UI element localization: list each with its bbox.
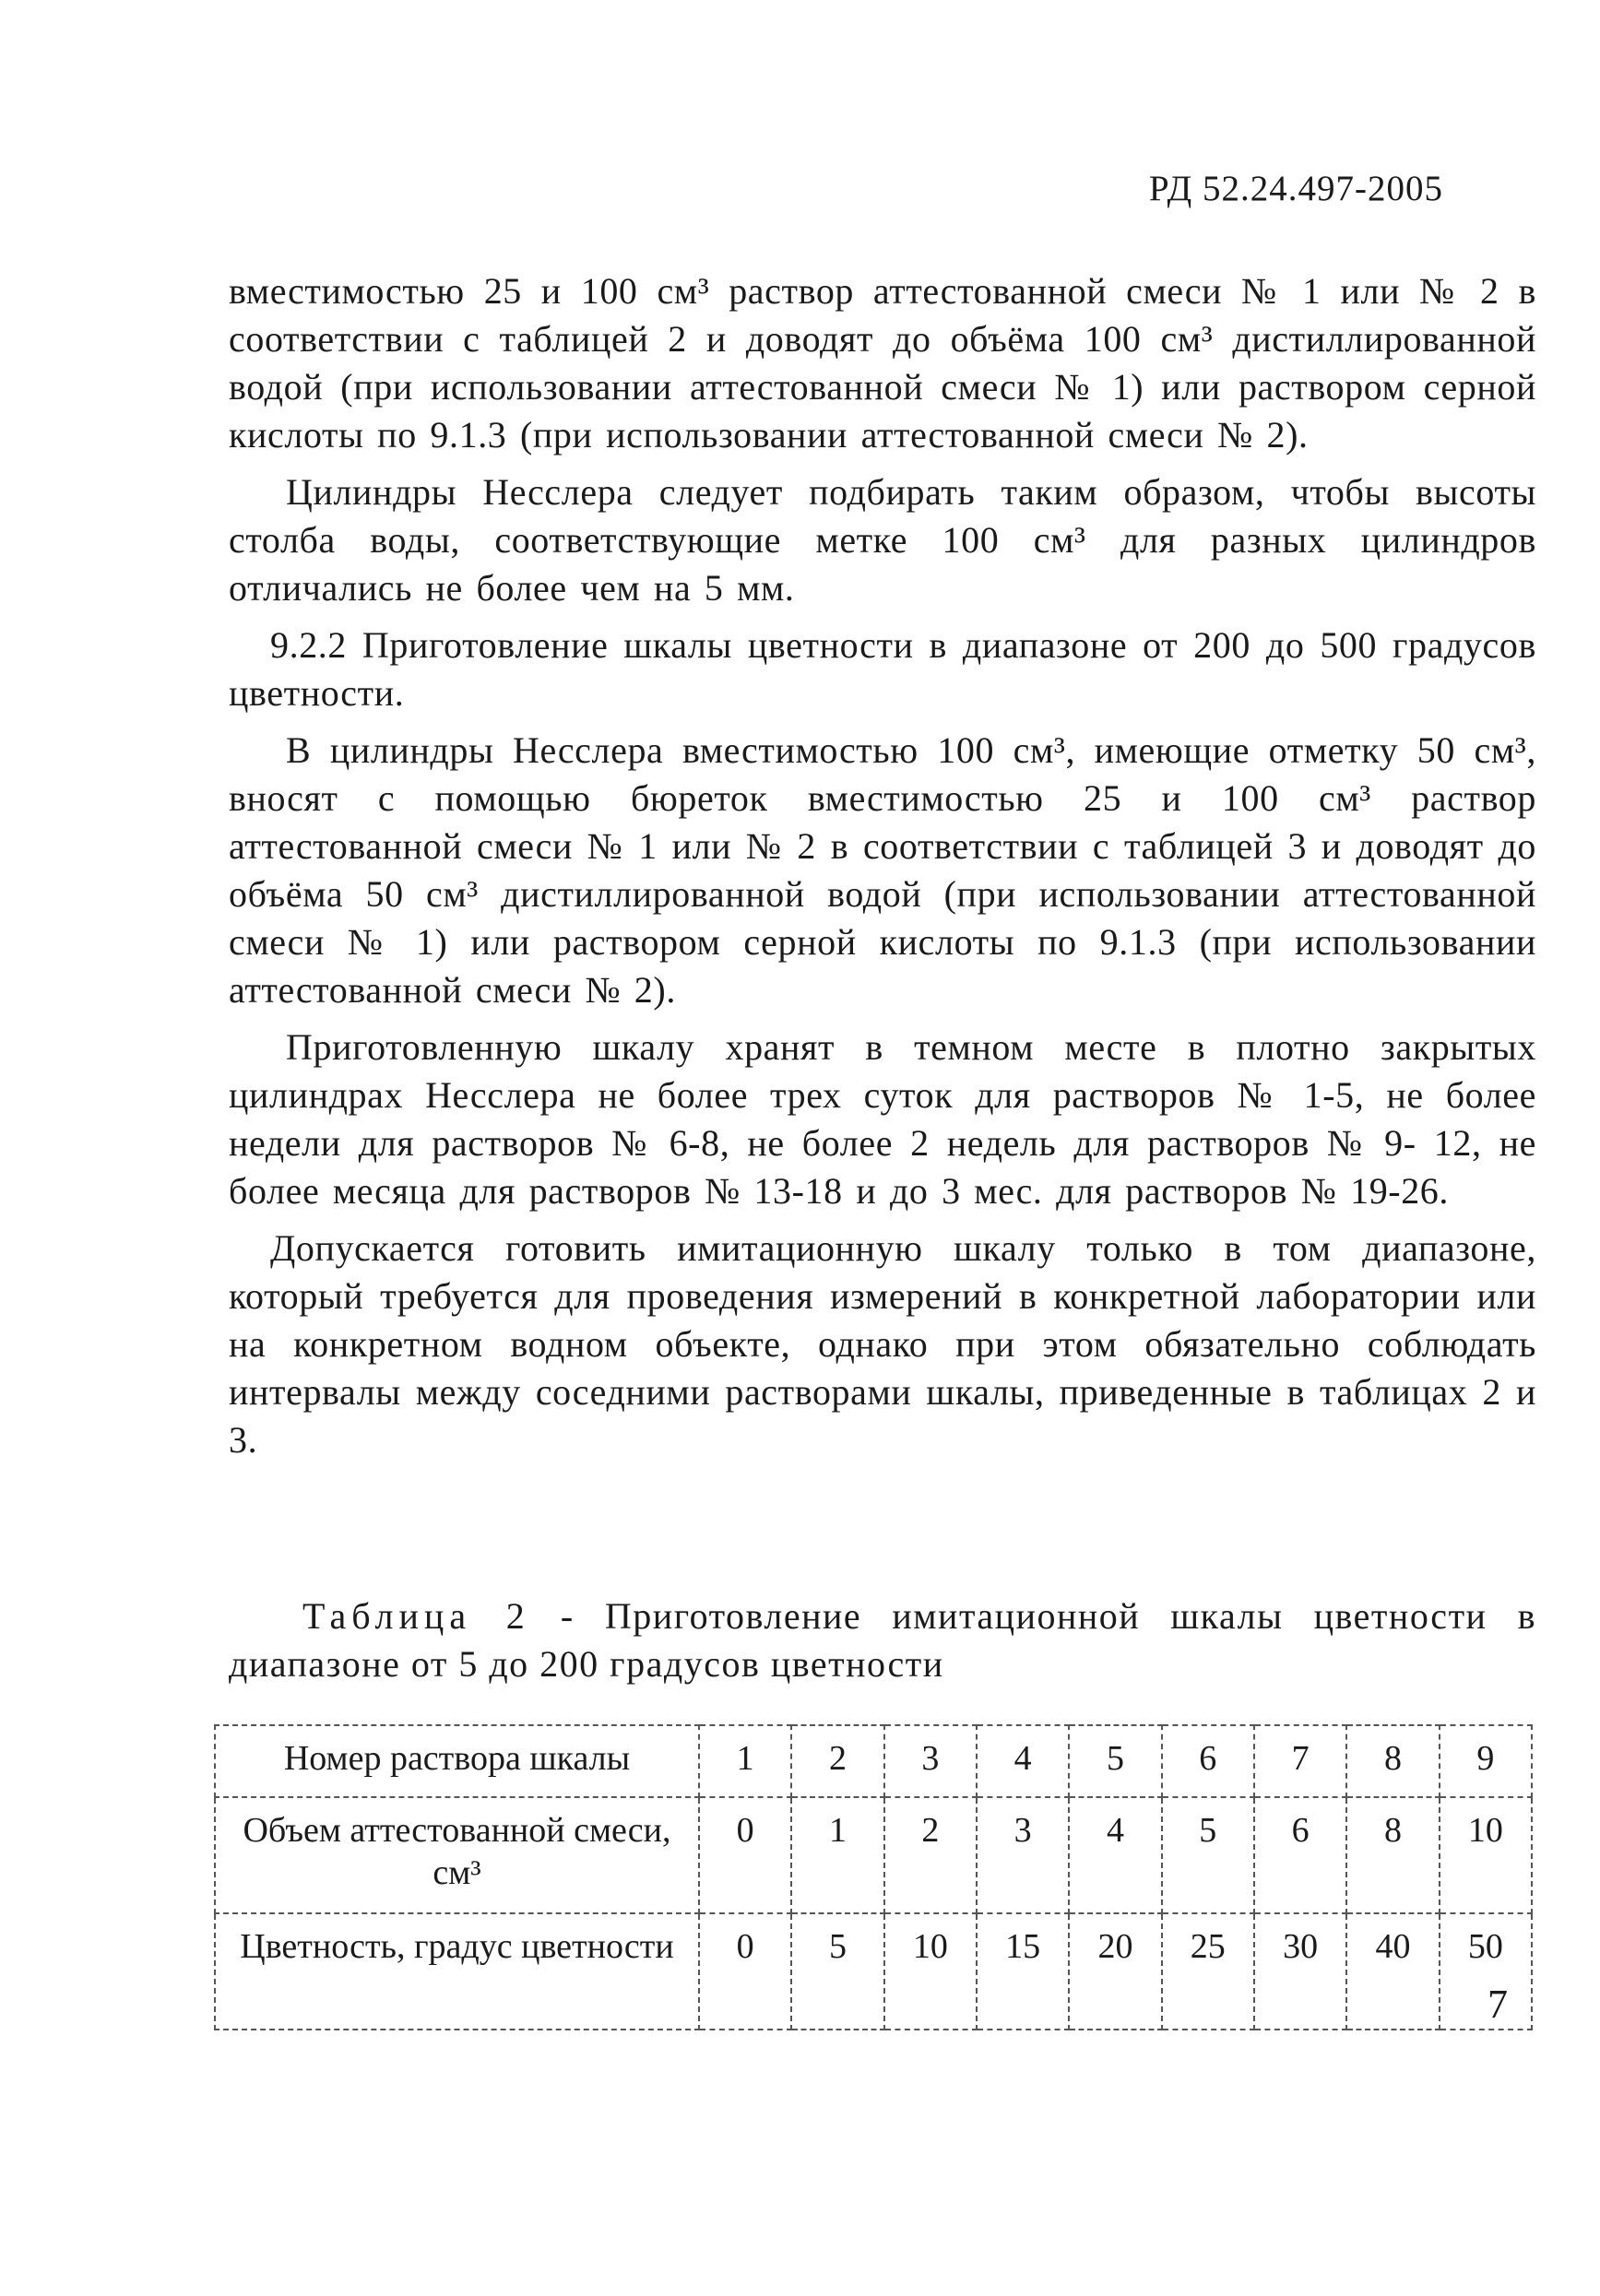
table-cell: 10	[1440, 1797, 1532, 1913]
page-number: 7	[1487, 1982, 1508, 2027]
paragraph: Цилиндры Несслера следует подбирать таким образом, чтобы высоты столба воды, соответствующие метке 100 см³ для разных цилиндров отличались не более чем на 5 мм.	[229, 471, 1536, 609]
row-header: Цветность, градус цветности	[215, 1913, 699, 2030]
table-cell: 2	[791, 1725, 883, 1797]
paragraph: Приготовленную шкалу хранят в темном месте в плотно закрытых цилиндрах Несслера не более трех суток для растворов № 1-5, не более недели для растворов № 6-8, не более 2 недель для растворов № 9- 12, не более месяца для растворов № 13-18 и до 3 мес. для растворов № 19-26.	[229, 1026, 1536, 1212]
table-cell: 10	[884, 1913, 977, 2030]
table-cell: 30	[1254, 1913, 1346, 2030]
paragraph: Допускается готовить имитационную шкалу только в том диапазоне, который требуется для проведения измерений в конкретной лаборатории или на конкретном водном объекте, однако при этом обязательно соблюдать интервалы между соседними растворами шкалы, приведенные в таблицах 2 и 3.	[229, 1227, 1536, 1461]
table-cell: 7	[1254, 1725, 1346, 1797]
table-caption-text: - Приготовление имитационной шкалы цветности в диапазоне от 5 до 200 градусов цветности	[229, 1595, 1537, 1685]
paragraph: вместимостью 25 и 100 см³ раствор аттестованной смеси № 1 или № 2 в соответствии с таблицей 2 и доводят до объёма 100 см³ дистиллированной водой (при использовании аттестованной смеси № 1) или раствором серной кислоты по 9.1.3 (при использовании аттестованной смеси № 2).	[229, 270, 1536, 456]
table-row	[215, 1913, 1532, 2030]
table-cell: 1	[699, 1725, 791, 1797]
table-caption	[229, 1592, 1536, 1688]
table-cell: 3	[884, 1725, 977, 1797]
row-header: Номер раствора шкалы	[215, 1725, 699, 1797]
table-cell: 6	[1162, 1725, 1254, 1797]
table-row	[215, 1797, 1532, 1913]
section-heading: 9.2.2 Приготовление шкалы цветности в диапазоне от 200 до 500 градусов цветности.	[229, 624, 1536, 714]
document-code: РД 52.24.497-2005	[1148, 169, 1443, 208]
color-scale-table	[214, 1724, 1533, 2030]
paragraph: В цилиндры Несслера вместимостью 100 см³, имеющие отметку 50 см³, вносят с помощью бюреток вместимостью 25 и 100 см³ раствор аттестованной смеси № 1 или № 2 в соответствии с таблицей 3 и доводят до объёма 50 см³ дистиллированной водой (при использовании аттестованной смеси № 1) или раствором серной кислоты по 9.1.3 (при использовании аттестованной смеси № 2).	[229, 729, 1536, 1011]
table-cell: 0	[699, 1797, 791, 1913]
table-cell: 9	[1440, 1725, 1532, 1797]
table-cell: 50	[1440, 1913, 1532, 2030]
table-row	[215, 1725, 1532, 1797]
row-header: Объем аттестованной смеси, см³	[215, 1797, 699, 1913]
table-cell: 5	[791, 1913, 883, 2030]
table-cell: 8	[1346, 1725, 1439, 1797]
table-cell: 15	[977, 1913, 1069, 2030]
table-cell: 2	[884, 1797, 977, 1913]
table-cell: 20	[1069, 1913, 1161, 2030]
table-cell: 1	[791, 1797, 883, 1913]
table-cell: 5	[1162, 1797, 1254, 1913]
table-cell: 6	[1254, 1797, 1346, 1913]
table-cell: 8	[1346, 1797, 1439, 1913]
body-text	[229, 267, 1536, 1473]
table-cell: 3	[977, 1797, 1069, 1913]
table-cell: 25	[1162, 1913, 1254, 2030]
table-cell: 4	[977, 1725, 1069, 1797]
table-caption-label: Таблица 2	[302, 1595, 530, 1637]
table-cell: 40	[1346, 1913, 1439, 2030]
table-cell: 4	[1069, 1797, 1161, 1913]
table-cell: 0	[699, 1913, 791, 2030]
table-cell: 5	[1069, 1725, 1161, 1797]
